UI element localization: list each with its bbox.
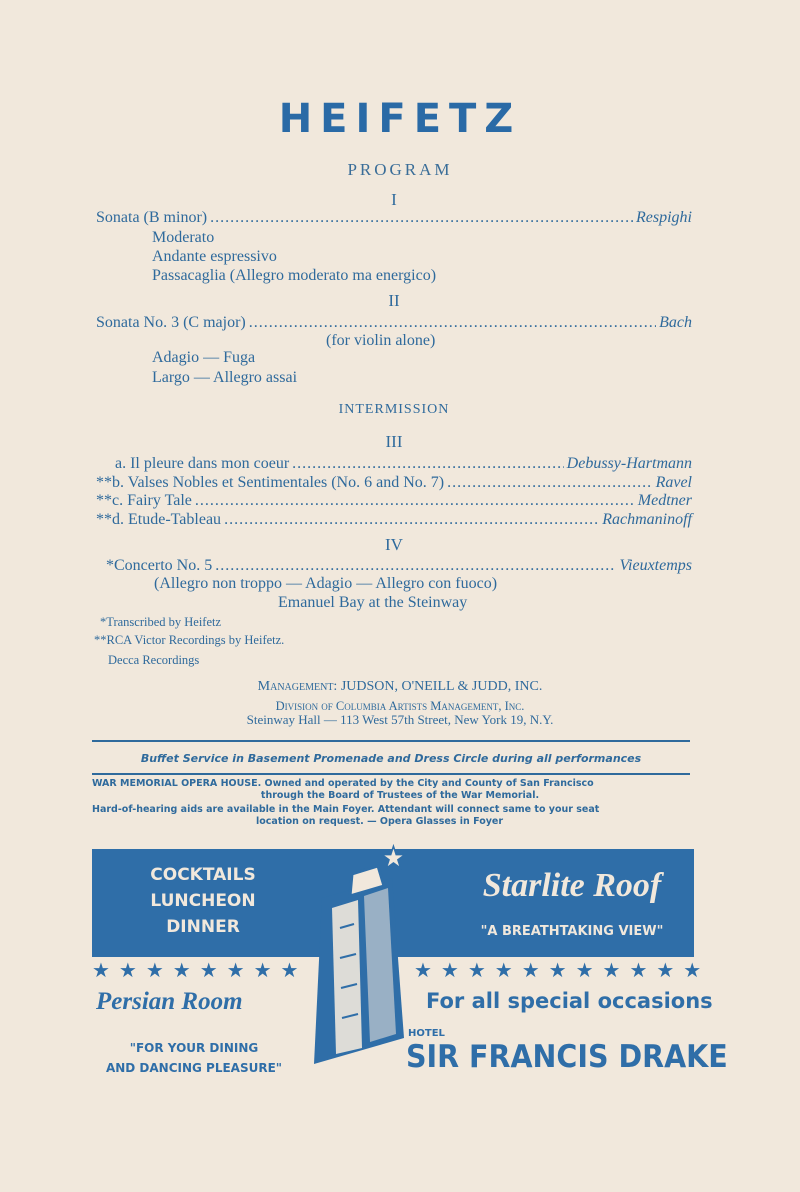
footnote: **RCA Victor Recordings by Heifetz.: [94, 633, 285, 647]
work-row: [115, 454, 692, 474]
work-title: Sonata (B minor): [96, 209, 208, 226]
tagline-line: AND DANCING PLEASURE": [105, 1061, 283, 1075]
starlite-roof-logo: Starlite Roof: [482, 867, 662, 904]
work-note: (for violin alone): [326, 332, 436, 349]
leader-dots: [447, 473, 652, 493]
work-row: [96, 510, 692, 530]
movement: Moderato: [152, 229, 215, 246]
management-address: Steinway Hall — 113 West 57th Street, New York 19, N.Y.: [246, 712, 554, 727]
divider: [92, 740, 690, 742]
buffet-notice: Buffet Service in Basement Promenade and Dress Circle during all performances: [140, 752, 642, 765]
ad-menu-item: DINNER: [166, 917, 240, 937]
program-heading: PROGRAM: [347, 160, 453, 179]
management-line: Management: JUDSON, O'NEILL & JUDD, INC.: [257, 679, 543, 694]
work-row: [96, 313, 692, 333]
ad-menu-item: COCKTAILS: [150, 865, 256, 885]
ad-hotel-label: HOTEL: [408, 1028, 445, 1039]
composer: Debussy-Hartmann: [566, 455, 692, 472]
movement: Passacaglia (Allegro moderato ma energico): [152, 267, 437, 284]
svg-text:★: ★: [380, 841, 407, 876]
persian-room-logo: Persian Room: [96, 988, 243, 1015]
part-iv-numeral: IV: [385, 535, 403, 554]
ad-occasions: For all special occasions: [426, 989, 713, 1013]
divider: [92, 773, 690, 775]
composer: Ravel: [655, 474, 692, 491]
work-row: [96, 208, 692, 228]
work-title: **c. Fairy Tale: [96, 492, 192, 509]
leader-dots: [210, 208, 633, 228]
hearing-aids-notice: location on request. — Opera Glasses in Foyer: [256, 816, 504, 827]
part-iii-numeral: III: [385, 432, 403, 451]
opera-house-notice: through the Board of Trustees of the War Memorial.: [260, 790, 540, 801]
work-title: a. Il pleure dans mon coeur: [115, 455, 290, 472]
ad-tagline: "A BREATHTAKING VIEW": [480, 924, 664, 939]
leader-dots: [292, 454, 564, 474]
leader-dots: [249, 313, 656, 333]
footnote: Decca Recordings: [108, 653, 200, 667]
work-title: **b. Valses Nobles et Sentimentales (No. 6 and No. 7): [96, 474, 445, 491]
stars-decoration: ★★★★★★★★★★★: [414, 960, 711, 982]
work-row: [106, 556, 692, 576]
accompanist: Emanuel Bay at the Steinway: [278, 594, 468, 611]
part-i-numeral: I: [391, 190, 397, 209]
persian-room-tagline: [96, 1038, 292, 1078]
composer: Rachmaninoff: [602, 511, 692, 528]
stars-decoration: ★★★★★★★★: [92, 960, 308, 982]
composer: Respighi: [636, 209, 692, 226]
opera-house-notice: WAR MEMORIAL OPERA HOUSE. Owned and operated by the City and County of San Francisco: [92, 778, 594, 789]
ad-menu: [108, 862, 298, 940]
leader-dots: [215, 556, 616, 576]
leader-dots: [224, 510, 599, 530]
work-title: *Concerto No. 5: [106, 557, 213, 574]
tagline-line: "FOR YOUR DINING: [129, 1041, 259, 1055]
composer: Medtner: [637, 492, 692, 509]
part-ii-numeral: II: [388, 291, 400, 310]
movement: (Allegro non troppo — Adagio — Allegro con fuoco): [154, 575, 498, 592]
work-row: [96, 491, 692, 511]
movement: Largo — Allegro assai: [152, 369, 298, 386]
movement: Andante espressivo: [152, 248, 277, 265]
hotel-name: SIR FRANCIS DRAKE: [406, 1039, 728, 1075]
management-division: Division of Columbia Artists Management, Inc.: [275, 699, 525, 713]
composer: Bach: [659, 314, 692, 331]
ad-menu-item: LUNCHEON: [150, 891, 256, 911]
footnote: *Transcribed by Heifetz: [100, 615, 222, 629]
work-title: Sonata No. 3 (C major): [96, 314, 246, 331]
movement: Adagio — Fuga: [152, 349, 256, 366]
composer: Vieuxtemps: [619, 557, 692, 574]
hearing-aids-notice: Hard-of-hearing aids are available in the Main Foyer. Attendant will connect same to your seat: [92, 804, 600, 815]
leader-dots: [195, 491, 635, 511]
intermission: INTERMISSION: [338, 402, 450, 417]
work-title: **d. Etude-Tableau: [96, 511, 222, 528]
page-title: HEIFETZ: [278, 96, 522, 142]
work-row: [96, 473, 692, 493]
